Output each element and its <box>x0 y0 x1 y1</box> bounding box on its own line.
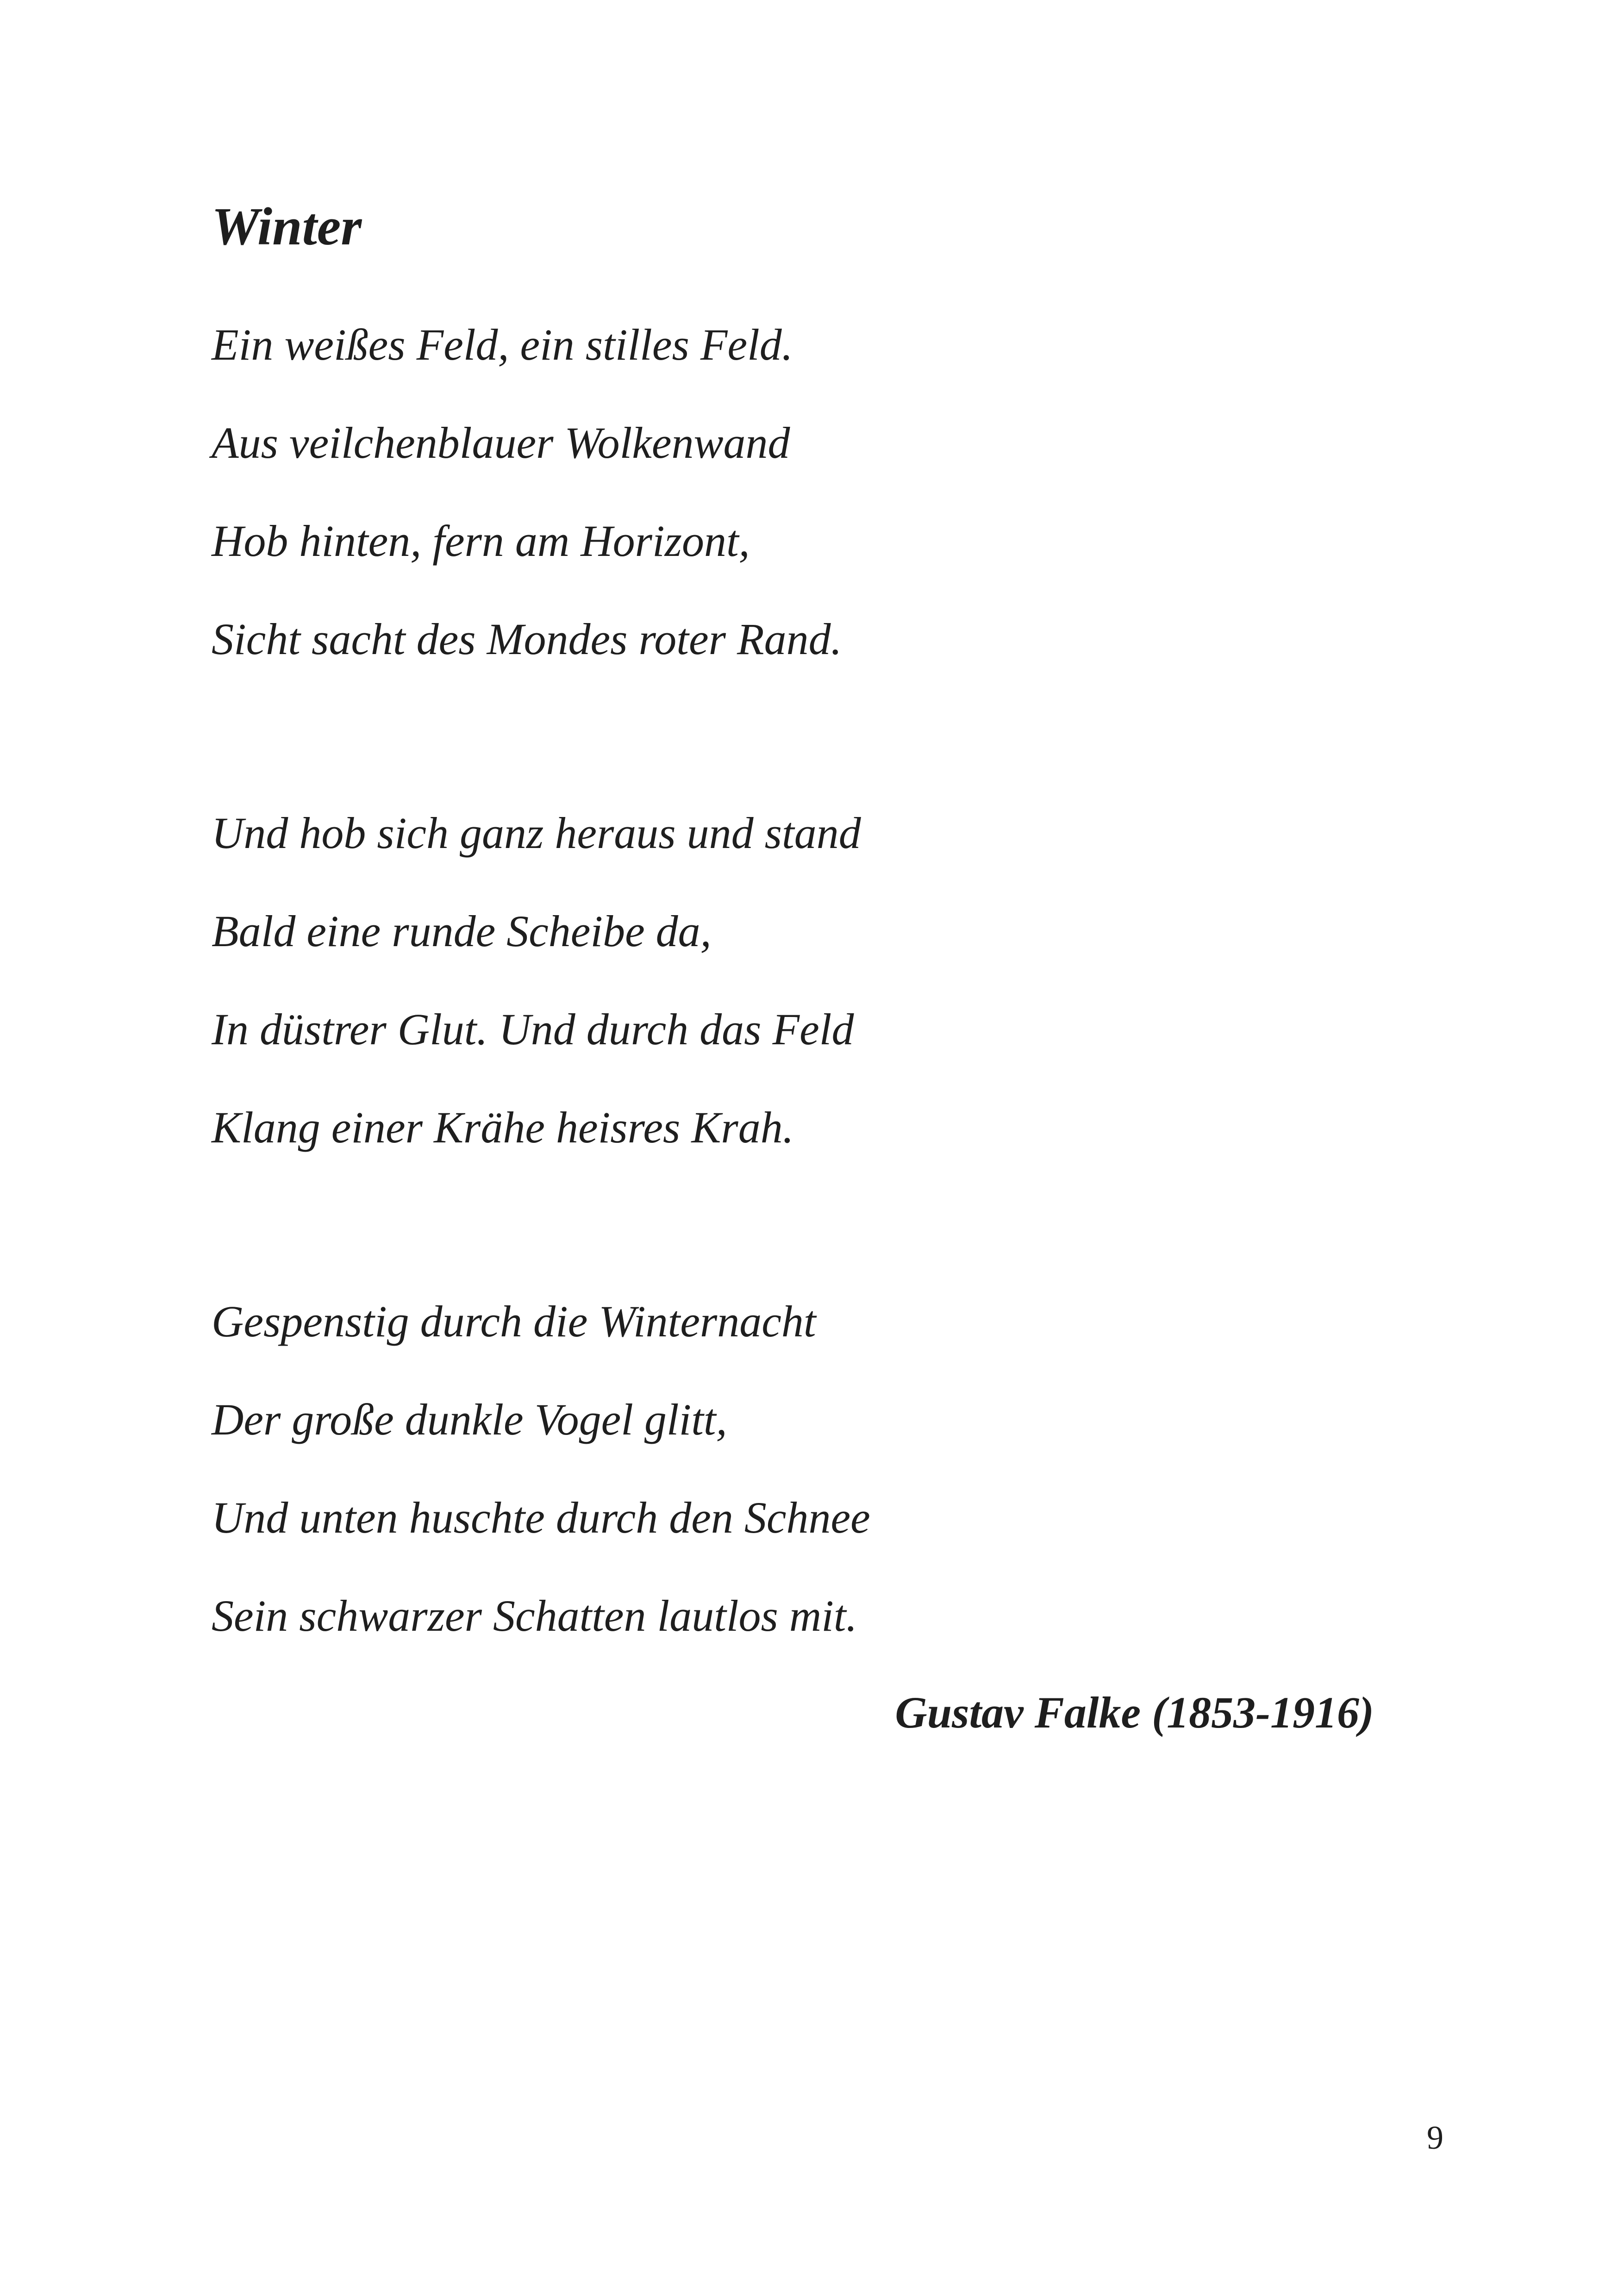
poem-author: Gustav Falke (1853-1916) <box>895 1688 1374 1737</box>
verse-line: Bald eine runde Scheibe da, <box>212 906 712 956</box>
verse-line: Aus veilchenblauer Wolkenwand <box>212 418 790 468</box>
page-number: 9 <box>1427 2119 1443 2156</box>
verse-line: Sicht sacht des Mondes roter Rand. <box>212 614 842 664</box>
verse-line: In düstrer Glut. Und durch das Feld <box>212 1004 854 1054</box>
verse-line: Und unten huschte durch den Schnee <box>212 1493 870 1542</box>
verse-line: Der große dunkle Vogel glitt, <box>212 1395 727 1444</box>
verse-line: Gespenstig durch die Winternacht <box>212 1297 816 1346</box>
verse-line: Hob hinten, fern am Horizont, <box>212 516 750 566</box>
stanza-1 <box>212 320 842 715</box>
stanza-2 <box>212 808 861 1204</box>
verse-line: Klang einer Krähe heisres Krah. <box>212 1103 794 1152</box>
verse-line: Sein schwarzer Schatten lautlos mit. <box>212 1591 857 1640</box>
stanza-3 <box>212 1299 870 1692</box>
verse-line: Und hob sich ganz heraus und stand <box>212 808 861 858</box>
verse-line: Ein weißes Feld, ein stilles Feld. <box>212 320 793 369</box>
poem-title: Winter <box>212 197 362 256</box>
